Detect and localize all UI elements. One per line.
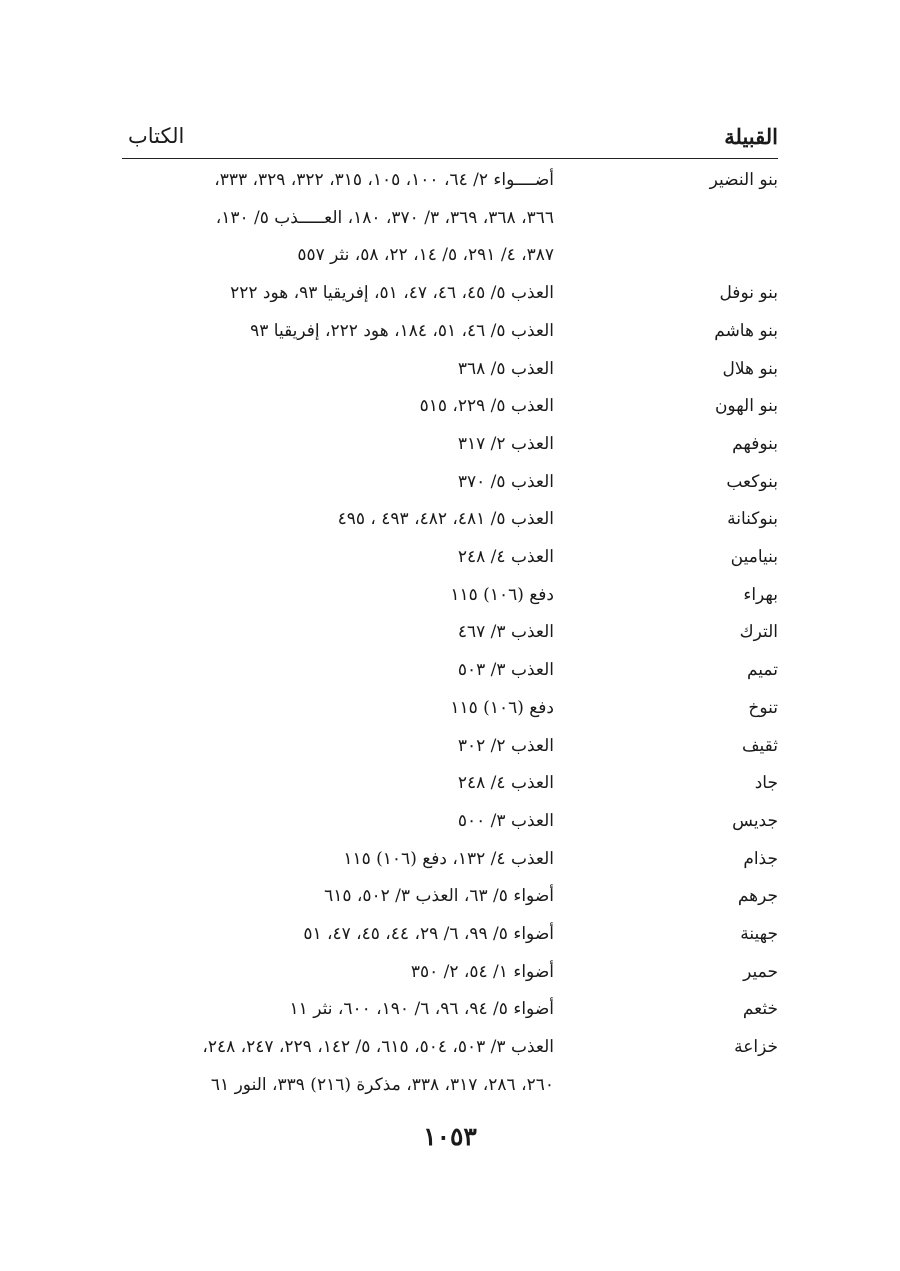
book-references: [122, 765, 554, 803]
tribe-name: الترك: [739, 622, 778, 643]
book-references: [122, 614, 554, 652]
tribe-name: بنو النضير: [709, 170, 778, 190]
reference-line: العذب ٤/ ١٣٢، دفع (١٠٦) ١١٥: [343, 848, 554, 869]
reference-line: أضواء ٥/ ٩٤، ٩٦، ٦/ ١٩٠، ٦٠٠، نثر ١١: [289, 999, 554, 1020]
book-references: [122, 878, 554, 916]
book-references: [122, 501, 554, 539]
tribe-name: بنو الهون: [714, 396, 778, 417]
reference-line: دفع (١٠٦) ١١٥: [450, 697, 554, 718]
reference-line: العذب ٣/ ٥٠٠: [457, 810, 554, 831]
reference-line: ٣٨٧، ٤/ ٢٩١، ٥/ ١٤، ٢٢، ٥٨، نثر ٥٥٧: [297, 245, 554, 266]
reference-line: أضواء ٥/ ٩٩، ٦/ ٢٩، ٤٤، ٤٥، ٤٧، ٥١: [303, 924, 554, 945]
index-entry-row: [122, 614, 778, 652]
tribe-name: بهراء: [743, 584, 778, 605]
reference-line: العذب ٥/ ٣٦٨: [457, 358, 554, 379]
tribe-name: حمير: [743, 961, 778, 982]
index-entry-row: [122, 690, 778, 728]
reference-line: ٣٦٦، ٣٦٨، ٣٦٩، ٣/ ٣٧٠، ١٨٠، العـــــذب ٥/ ١٣٠،: [215, 207, 554, 228]
tribe-name: بنو هاشم: [714, 320, 778, 341]
tribe-name: بنو هلال: [722, 358, 778, 379]
reference-line: العذب ٥/ ٤٥، ٤٦، ٤٧، ٥١، إفريقيا ٩٣، هود ٢٢٢: [230, 283, 554, 304]
tribe-name: ثقيف: [741, 735, 778, 756]
index-entry-row: [122, 351, 778, 389]
book-references: [122, 652, 554, 690]
tribe-name: جهينة: [740, 924, 778, 945]
tribe-name: بنوكعب: [726, 471, 778, 492]
tribe-name: جرهم: [737, 886, 778, 907]
book-column-heading: الكتاب: [128, 124, 185, 148]
index-entry-row: [122, 577, 778, 615]
index-entry-row: [122, 878, 778, 916]
book-references: [122, 388, 554, 426]
table-header: [122, 122, 778, 159]
index-entry-row: [122, 539, 778, 577]
index-entries: [122, 162, 778, 1105]
reference-line: العذب ٢/ ٣١٧: [457, 433, 554, 454]
book-references: [122, 916, 554, 954]
tribe-name: بنوكنانة: [727, 509, 778, 530]
tribe-name: خثعم: [742, 999, 778, 1020]
book-references: [122, 690, 554, 728]
reference-line: العذب ٥/ ٤٦، ٥١، ١٨٤، هود ٢٢٢، إفريقيا ٩٣: [250, 320, 554, 341]
reference-line: أضــــواء ٢/ ٦٤، ١٠٠، ١٠٥، ٣١٥، ٣٢٢، ٣٢٩، ٣٣٣،: [214, 170, 554, 190]
tribe-name: جذام: [743, 848, 778, 869]
reference-line: العذب ٥/ ٣٧٠: [457, 471, 554, 492]
reference-line: العذب ٣/ ٥٠٣: [457, 660, 554, 681]
book-references: [122, 313, 554, 351]
reference-line: العذب ٥/ ٤٨١، ٤٨٢، ٤٩٣ ، ٤٩٥: [337, 509, 554, 530]
book-references: [122, 954, 554, 992]
reference-line: ٢٦٠، ٢٨٦، ٣١٧، ٣٣٨، مذكرة (٢١٦) ٣٣٩، النور ٦١: [210, 1074, 554, 1095]
book-references: [122, 351, 554, 389]
book-references: [122, 841, 554, 879]
tribe-name: تميم: [746, 660, 778, 681]
tribe-name: تنوخ: [748, 697, 778, 718]
book-references: [122, 728, 554, 766]
index-entry-row: [122, 841, 778, 879]
reference-line: أضواء ٥/ ٦٣، العذب ٣/ ٥٠٢، ٦١٥: [324, 886, 554, 907]
book-references: [122, 539, 554, 577]
index-entry-row: [122, 1029, 778, 1104]
book-references: [122, 1029, 554, 1104]
index-entry-row: [122, 162, 778, 275]
reference-line: العذب ٤/ ٢٤٨: [457, 773, 554, 794]
index-entry-row: [122, 991, 778, 1029]
reference-line: العذب ٢/ ٣٠٢: [457, 735, 554, 756]
tribe-name: بنوفهم: [732, 433, 778, 454]
book-references: [122, 577, 554, 615]
index-entry-row: [122, 426, 778, 464]
tribe-name: جاد: [754, 773, 778, 794]
book-references: [122, 426, 554, 464]
tribe-name: خزاعة: [734, 1037, 778, 1058]
book-references: [122, 162, 554, 275]
reference-line: العذب ٣/ ٥٠٣، ٥٠٤، ٦١٥، ٥/ ١٤٢، ٢٢٩، ٢٤٧، ٢٤٨،: [202, 1037, 554, 1058]
page-number: ١٠٥٣: [423, 1122, 477, 1151]
tribe-name: جديس: [732, 810, 778, 831]
index-entry-row: [122, 275, 778, 313]
tribe-name: بنو نوفل: [719, 283, 778, 304]
reference-line: العذب ٣/ ٤٦٧: [457, 622, 554, 643]
index-entry-row: [122, 388, 778, 426]
index-page: [122, 122, 778, 1105]
tribe-name: بنيامين: [730, 547, 778, 568]
book-references: [122, 275, 554, 313]
index-entry-row: [122, 464, 778, 502]
index-entry-row: [122, 954, 778, 992]
reference-line: العذب ٤/ ٢٤٨: [457, 547, 554, 568]
book-references: [122, 991, 554, 1029]
index-entry-row: [122, 728, 778, 766]
reference-line: أضواء ١/ ٥٤، ٢/ ٣٥٠: [410, 961, 554, 982]
index-entry-row: [122, 765, 778, 803]
tribe-column-heading: القبيلة: [724, 124, 778, 149]
book-references: [122, 803, 554, 841]
index-entry-row: [122, 652, 778, 690]
index-entry-row: [122, 501, 778, 539]
book-references: [122, 464, 554, 502]
index-entry-row: [122, 916, 778, 954]
index-entry-row: [122, 313, 778, 351]
reference-line: العذب ٥/ ٢٢٩، ٥١٥: [419, 396, 554, 417]
index-entry-row: [122, 803, 778, 841]
reference-line: دفع (١٠٦) ١١٥: [450, 584, 554, 605]
